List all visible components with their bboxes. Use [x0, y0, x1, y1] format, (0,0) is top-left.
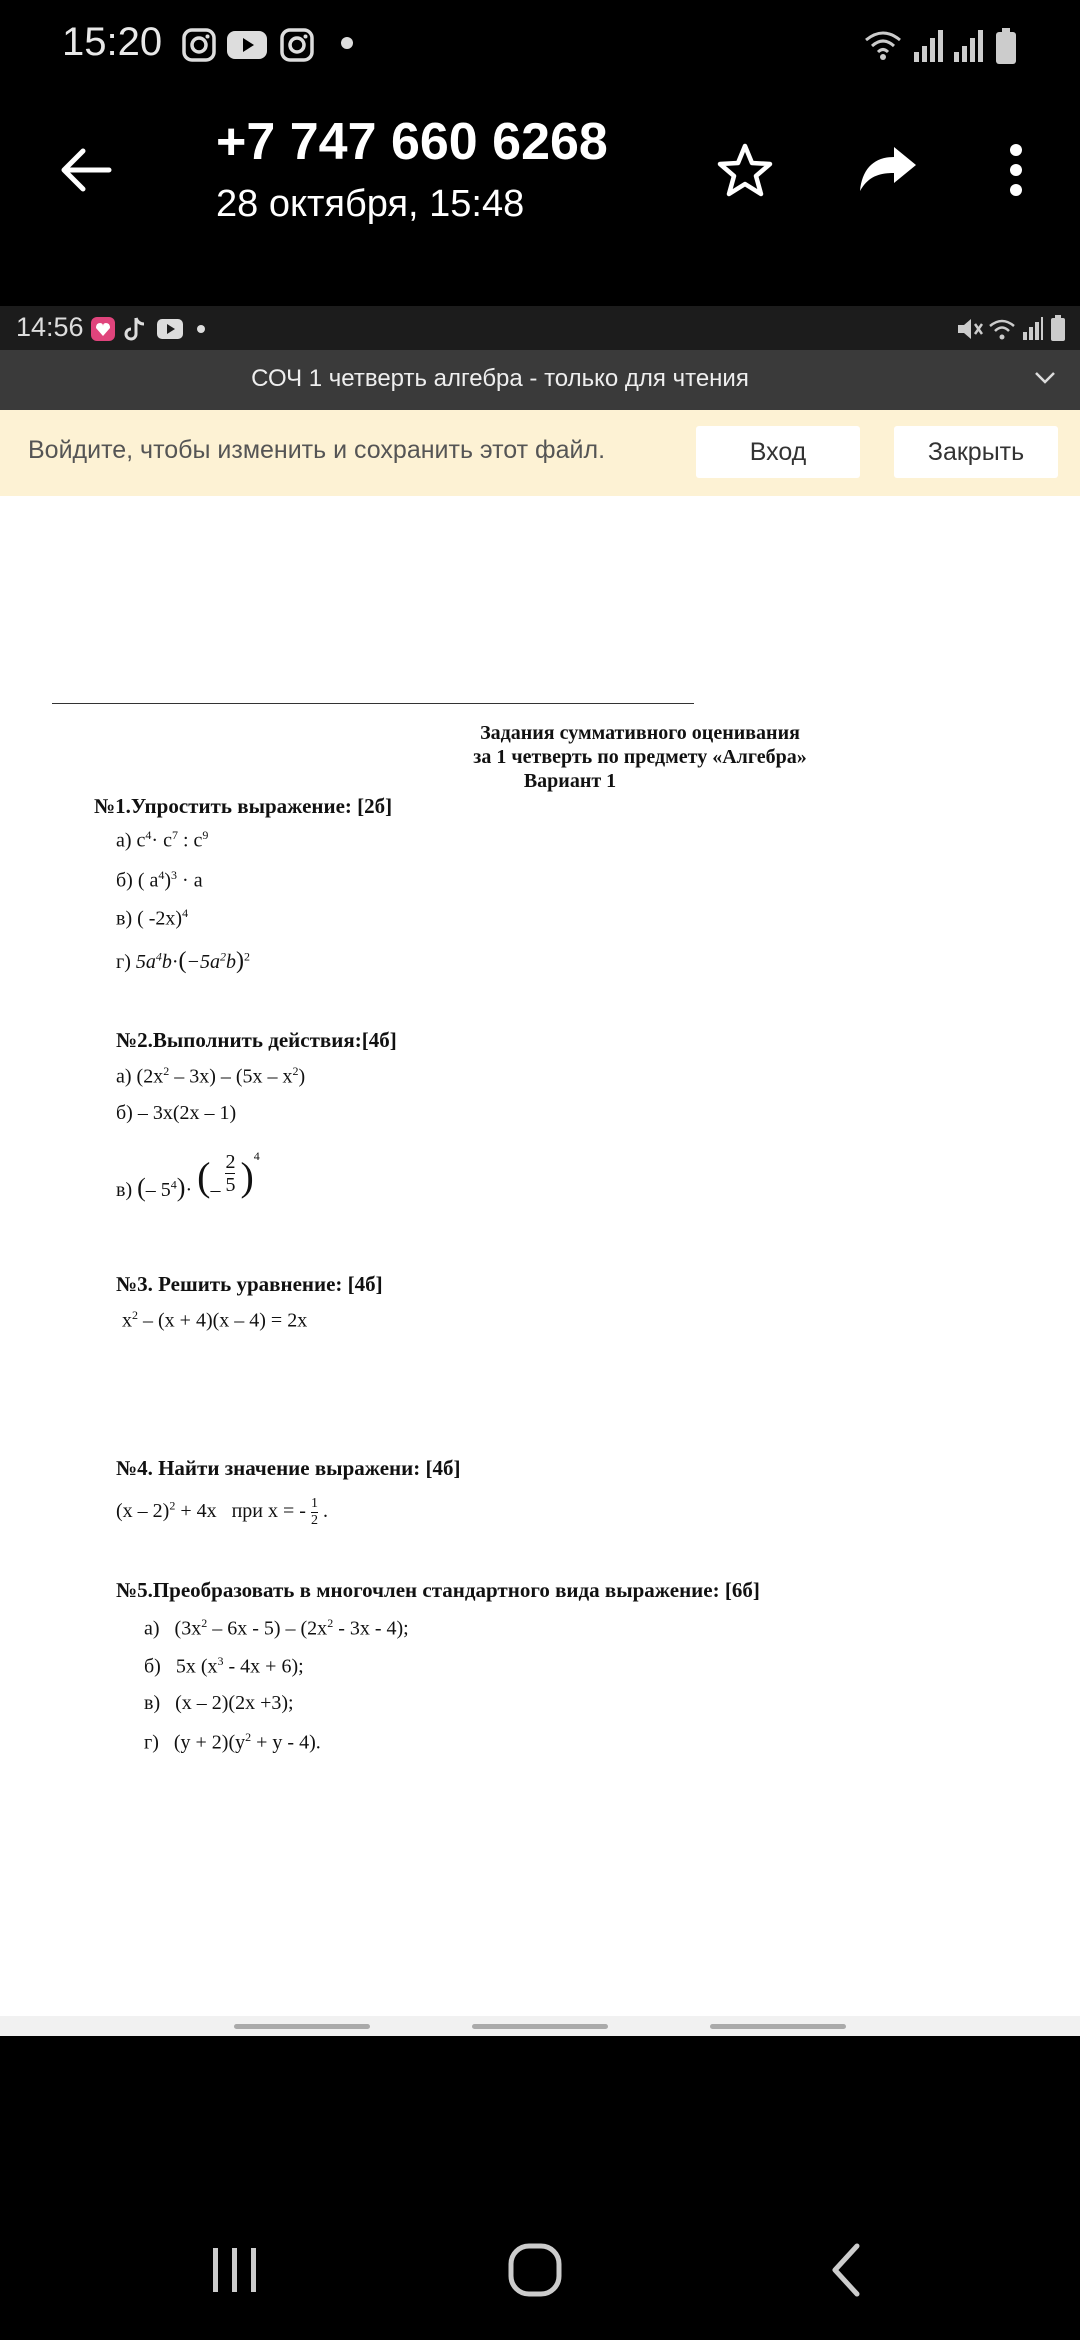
task-item: в) (х – 2)(2х +3); — [144, 1692, 294, 1714]
doc-heading-line: Вариант 1 — [523, 770, 617, 792]
task-item: а) $(2х^2 - 3х) - (5х - х^2)$ — [116, 1064, 306, 1088]
task-item: б) 5х $(х^3 - 4х + 6)$; — [144, 1654, 304, 1678]
document-title: СОЧ 1 четверть алгебра - только для чтения — [251, 365, 749, 392]
dot-icon — [340, 36, 354, 50]
forward-arrow-icon — [856, 145, 920, 195]
tiktok-icon — [124, 316, 148, 342]
back-button[interactable] — [40, 130, 130, 210]
youtube-icon — [226, 26, 268, 64]
app-notification-icon — [90, 316, 116, 342]
task-item: г) $5a^4b\cdot(-5a^2b)^2$ — [116, 948, 251, 974]
status-bar — [0, 0, 1080, 90]
back-nav-button[interactable] — [800, 2230, 890, 2310]
page-indicator[interactable] — [710, 2024, 846, 2029]
more-vertical-icon — [1008, 143, 1024, 197]
close-button[interactable]: Закрыть — [894, 426, 1058, 478]
instagram-icon — [180, 26, 218, 64]
document-page — [0, 496, 1080, 2016]
signal-icon — [1022, 316, 1044, 342]
task-title: №1.Упростить выражение: [2б] — [94, 794, 393, 818]
inner-status-bar — [0, 306, 1080, 350]
task-title: №2.Выполнить действия:[4б] — [116, 1028, 397, 1052]
task-title: №3. Решить уравнение: [4б] — [116, 1272, 383, 1296]
battery-icon — [1050, 314, 1066, 342]
star-icon — [716, 142, 774, 198]
home-button[interactable] — [490, 2230, 580, 2310]
shared-screenshot — [0, 306, 1080, 2036]
divider-line — [52, 703, 694, 704]
doc-heading-line: Задания суммативного оценивания — [480, 722, 800, 744]
youtube-icon — [156, 318, 184, 340]
battery-icon — [994, 26, 1018, 66]
favorite-button[interactable] — [700, 130, 790, 210]
signal-icon — [912, 26, 946, 64]
task-item: в) ( -2х)$^4$ — [116, 906, 189, 930]
task-item: $х^2 - (х + 4)(х - 4) = 2х$ — [122, 1308, 308, 1332]
more-options-button[interactable] — [976, 130, 1056, 210]
mute-icon — [955, 316, 983, 342]
status-time: 15:20 — [62, 20, 163, 64]
inner-status-time: 14:56 — [16, 312, 84, 342]
wifi-icon — [862, 26, 904, 64]
chevron-left-icon — [829, 2242, 861, 2298]
task-item: в) (– $5^4)\cdot$ (– $\frac{2}{5}$ )$^4$ — [116, 1149, 260, 1202]
task-item: б) – 3х(2х – 1) — [116, 1102, 237, 1124]
home-icon — [507, 2242, 563, 2298]
share-button[interactable] — [843, 130, 933, 210]
task-item: б) ( $а^4)^3 \cdot а$ — [116, 868, 203, 892]
instagram-icon — [278, 26, 316, 64]
task-item: а) $с^4\cdot с^7$ : $с^9$ — [116, 828, 209, 852]
task-item: (х – 2)$^2$ + 4х при х = - $\frac{1}{2}$ . — [116, 1496, 328, 1528]
dot-icon — [196, 324, 206, 334]
doc-heading-line: за 1 четверть по предмету «Алгебра» — [473, 746, 807, 768]
arrow-left-icon — [57, 145, 113, 195]
signal-icon — [952, 26, 986, 64]
message-date: 28 октября, 15:48 — [216, 183, 525, 225]
task-title: №4. Найти значение выражени: [4б] — [116, 1456, 461, 1480]
sign-in-banner — [0, 410, 1080, 496]
task-item: а) $(3х^2 - 6х - 5) - (2х^2 - 3х - 4)$; — [144, 1616, 409, 1640]
sign-in-message: Войдите, чтобы изменить и сохранить этот файл. — [28, 436, 606, 464]
page-indicator[interactable] — [234, 2024, 370, 2029]
task-item: г) $(у + 2)(у^2 + у - 4)$. — [144, 1730, 321, 1754]
chevron-down-icon[interactable] — [1034, 370, 1056, 386]
recent-apps-button[interactable] — [190, 2230, 280, 2310]
login-button[interactable]: Вход — [696, 426, 860, 478]
recent-apps-icon — [209, 2245, 261, 2295]
contact-number: +7 747 660 6268 — [216, 113, 608, 171]
task-title: №5.Преобразовать в многочлен стандартного вида выражение: [6б] — [116, 1578, 760, 1602]
wifi-icon — [988, 316, 1016, 342]
page-indicator[interactable] — [472, 2024, 608, 2029]
document-title-bar — [0, 350, 1080, 410]
